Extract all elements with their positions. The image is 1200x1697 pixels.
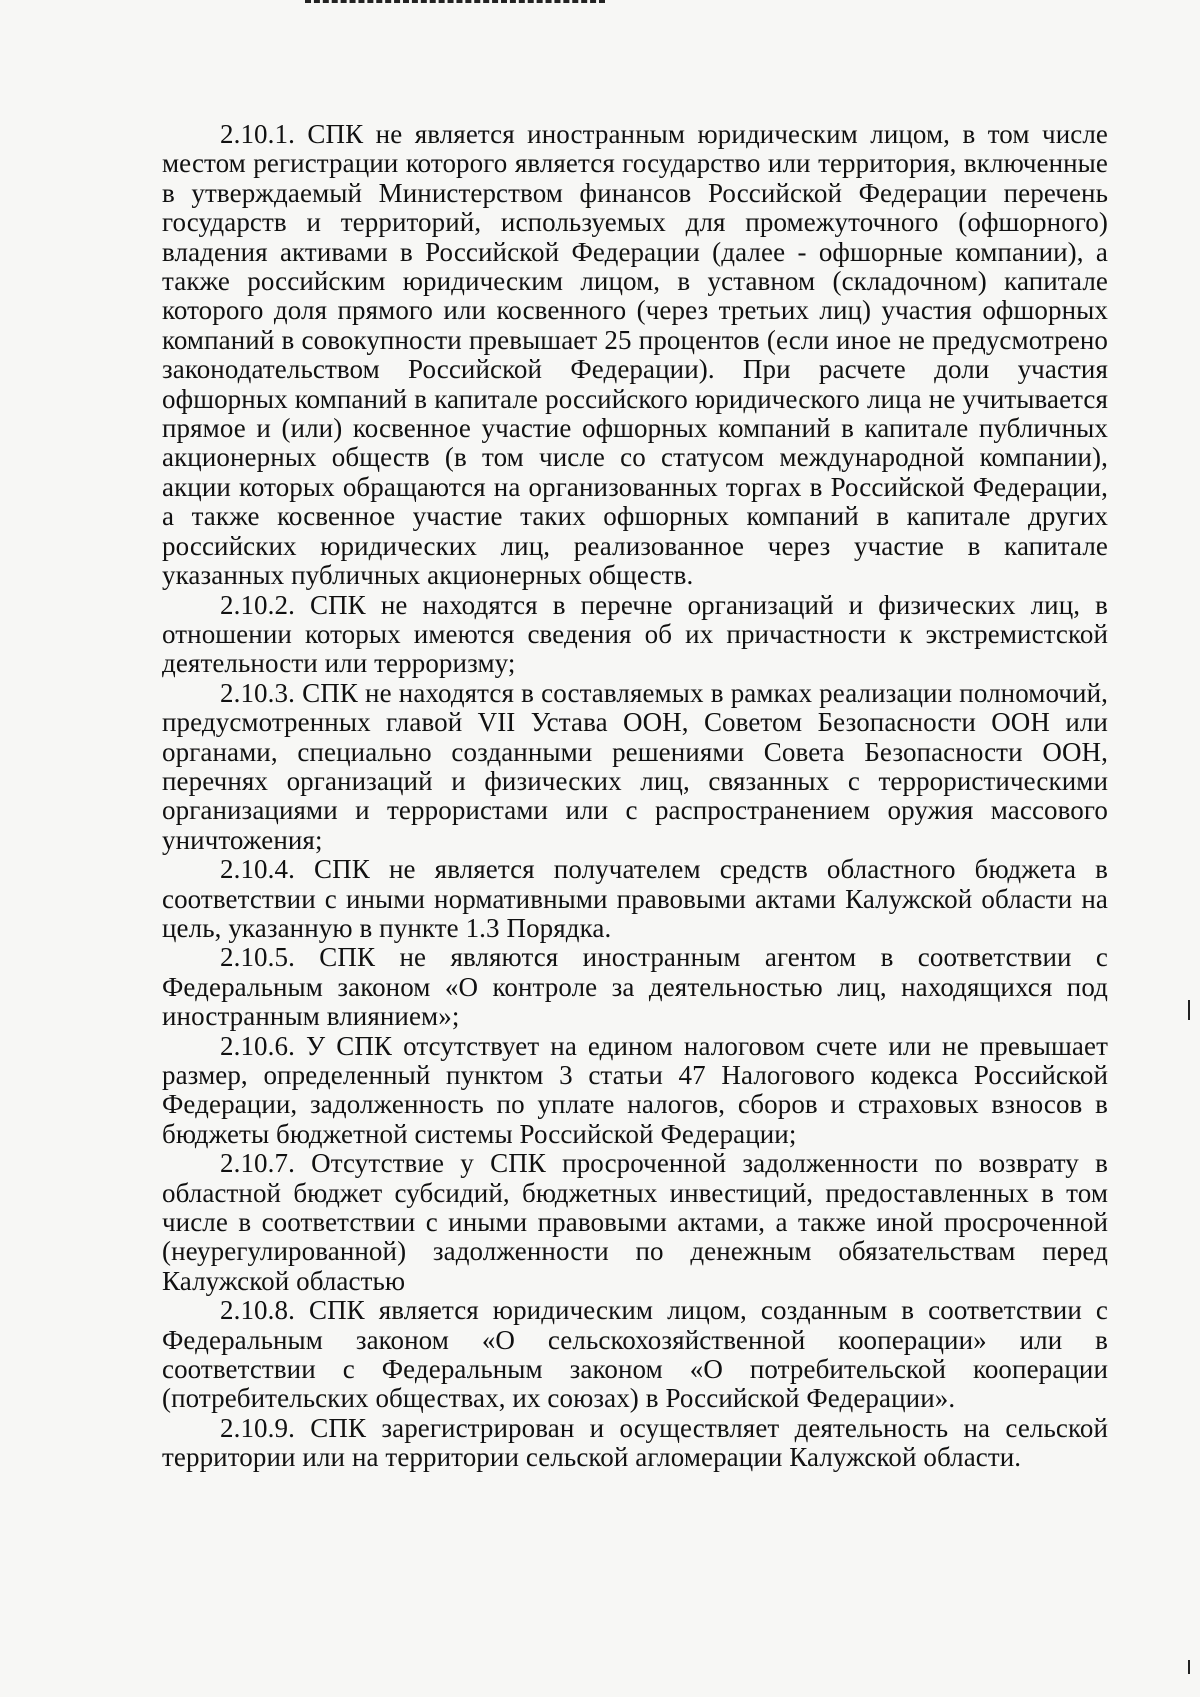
scan-artifact-margin — [1188, 1000, 1190, 1020]
clause-2-10-9: 2.10.9. СПК зарегистрирован и осуществляет деятельность на сельской территории или на территории сельской агломерации Калужской области. — [162, 1412, 1108, 1473]
scan-artifact-top — [305, 0, 605, 7]
clause-2-10-6: 2.10.6. У СПК отсутствует на едином налоговом счете или не превышает размер, определенный пунктом 3 статьи 47 Налогового кодекса Российской Федерации, задолженность по уплате налогов, сборов и страховых взносов в бюджеты бюджетной системы Российской Федерации; — [162, 1030, 1108, 1149]
clause-2-10-5: 2.10.5. СПК не являются иностранным агентом в соответствии с Федеральным законом «О контроле за деятельностью лиц, находящихся под иностранным влиянием»; — [162, 942, 1108, 1032]
clause-2-10-1: 2.10.1. СПК не является иностранным юридическим лицом, в том числе местом регистрации которого является государство или территория, включенные в утверждаемый Министерством финансов Российской Федерации перечень государств и территорий, используемых для промежуточного (офшорного) владения активами в Российской Федерации (далее - офшорные компании), а также российским юридическим лицом, в уставном (складочном) капитале которого доля прямого или косвенного (через третьих лиц) участия офшорных компаний в совокупности превышает 25 процентов (если иное не предусмотрено законодательством Российской Федерации). При расчете доли участия офшорных компаний в капитале российского юридического лица не учитывается прямое и (или) косвенное участие офшорных компаний в капитале публичных акционерных обществ (в том числе со статусом международной компании), акции которых обращаются на организованных торгах в Российской Федерации, а также косвенное участие таких офшорных компаний в капитале других российских юридических лиц, реализованное через участие в капитале указанных публичных акционерных обществ. — [162, 119, 1108, 591]
scan-artifact-margin-bottom — [1188, 1660, 1190, 1674]
clause-2-10-2: 2.10.2. СПК не находятся в перечне организаций и физических лиц, в отношении которых имеются сведения об их причастности к экстремистской деятельности или терроризму; — [162, 589, 1108, 679]
clause-2-10-4: 2.10.4. СПК не является получателем средств областного бюджета в соответствии с иными нормативными правовыми актами Калужской области на цель, указанную в пункте 1.3 Порядка. — [162, 854, 1108, 943]
document-body — [162, 120, 1108, 1473]
clause-2-10-3: 2.10.3. СПК не находятся в составляемых в рамках реализации полномочий, предусмотренных главой VII Устава ООН, Советом Безопасности ООН или органами, специально созданными решениями Совета Безопасности ООН, перечнях организаций и физических лиц, связанных с террористическими организациями и террористами или с распространением оружия массового уничтожения; — [162, 677, 1108, 855]
clause-2-10-7: 2.10.7. Отсутствие у СПК просроченной задолженности по возврату в областной бюджет субсидий, бюджетных инвестиций, предоставленных в том числе в соответствии с иными правовыми актами, а также иной просроченной (неурегулированной) задолженности по денежным обязательствам перед Калужской областью — [162, 1148, 1108, 1296]
clause-2-10-8: 2.10.8. СПК является юридическим лицом, созданным в соответствии с Федеральным законом «О сельскохозяйственной кооперации» или в соответствии с Федеральным законом «О потребительской кооперации (потребительских обществах, их союзах) в Российской Федерации». — [162, 1295, 1108, 1414]
